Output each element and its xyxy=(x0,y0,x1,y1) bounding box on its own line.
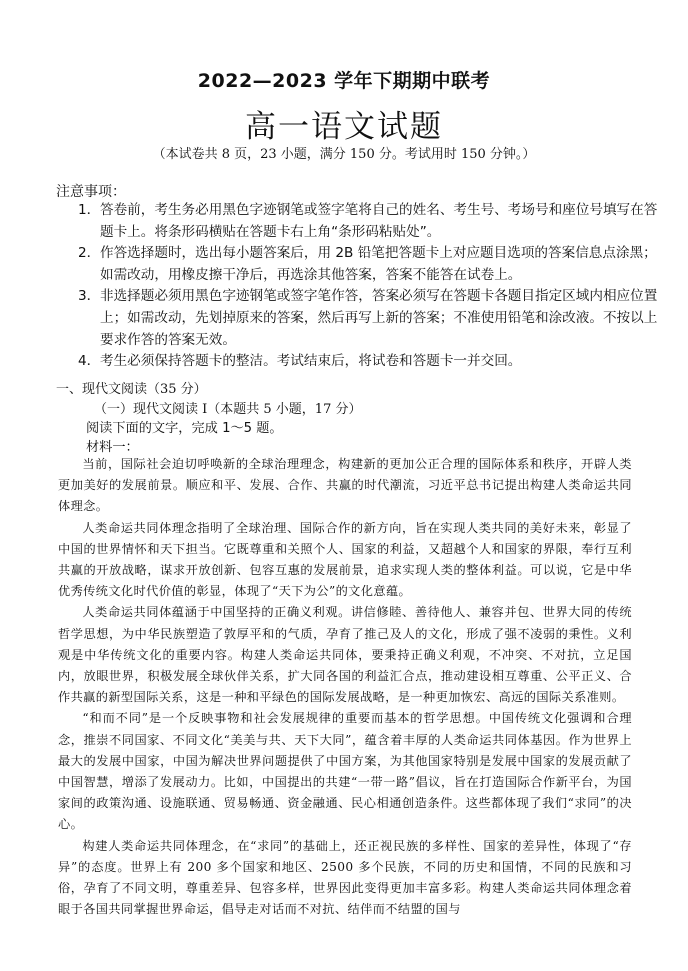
note-number: 4． xyxy=(78,353,101,370)
notes-heading: 注意事项： xyxy=(56,184,126,200)
note-text: 答卷前，考生务必用黑色字迹钢笔或签字笔将自己的姓名、考生号、考场号和座位号填写在答题卡上。将条形码横贴在答题卡右上角“条形码粘贴处”。 xyxy=(100,202,658,240)
section-heading: 一、现代文阅读（35 分） xyxy=(56,382,207,397)
passage-paragraph: “和而不同”是一个反映事物和社会发展规律的重要而基本的哲学思想。中国传统文化强调和合理念，推崇不同国家、不同文化“美美与共、天下大同”，蕴含着丰厚的人类命运共同体基因。作为世界上最大的发展中国家，中国为解决世界问题提供了中国方案，为其他国家特别是发展中国家的发展贡献了中国智慧，增添了发展动力。比如，中国提出的共建“一带一路”倡议，旨在打造国际合作新平台，为国家间的政策沟通、设施联通、贸易畅通、资金融通、民心相通创造条件。这些都体现了我们“求同”的决心。 xyxy=(58,711,632,832)
subsection-heading: （一）现代文阅读 I（本题共 5 小题，17 分） xyxy=(94,402,362,417)
note-number: 3． xyxy=(78,288,101,305)
note-number: 1． xyxy=(78,202,101,218)
passage-paragraph: 当前，国际社会迫切呼唤新的全球治理理念，构建新的更加公正合理的国际体系和秩序，开辟人类更加美好的发展前景。顺应和平、发展、合作、共赢的时代潮流，习近平总书记提出构建人类命运共同体理念。 xyxy=(58,457,632,514)
note-text: 考生必须保持答题卡的整洁。考试结束后，将试卷和答题卡一并交回。 xyxy=(100,353,522,370)
notes-list xyxy=(78,200,658,373)
reading-passage xyxy=(58,454,632,920)
subject-title: 高一语文试题 xyxy=(245,109,443,145)
note-number: 2． xyxy=(78,245,101,262)
note-item xyxy=(78,200,658,243)
exam-info: （本试卷共 8 页，23 小题，满分 150 分。考试用时 150 分钟。） xyxy=(152,147,536,162)
note-item xyxy=(78,286,658,351)
note-item xyxy=(78,243,658,286)
exam-title: 2022—2023 学年下期期中联考 xyxy=(197,70,491,92)
material-label: 材料一： xyxy=(86,440,139,455)
note-item xyxy=(78,351,658,373)
reading-instruction: 阅读下面的文字，完成 1～5 题。 xyxy=(86,421,283,436)
note-text: 作答选择题时，选出每小题答案后，用 2B 铅笔把答题卡上对应题目选项的答案信息点涂黑；如需改动，用橡皮擦干净后，再选涂其他答案，答案不能答在试卷上。 xyxy=(100,245,657,283)
note-text: 非选择题必须用黑色字迹钢笔或签字笔作答，答案必须写在答题卡各题目指定区域内相应位置上；如需改动，先划掉原来的答案，然后再写上新的答案；不准使用铅笔和涂改液。不按以上要求作答的答案无效。 xyxy=(100,288,658,348)
passage-paragraph: 人类命运共同体理念指明了全球治理、国际合作的新方向，旨在实现人类共同的美好未来，彰显了中国的世界情怀和天下担当。它既尊重和关照个人、国家的利益，又超越个人和国家的界限，奉行互利共赢的开放战略，谋求开放创新、包容互惠的发展前景，追求实现人类的整体利益。可以说，它是中华优秀传统文化时代价值的彰显，体现了“天下为公”的文化意蕴。 xyxy=(58,520,632,599)
passage-paragraph: 构建人类命运共同体理念，在“求同”的基础上，还正视民族的多样性、国家的差异性，体现了“存异”的态度。世界上有 200 多个国家和地区、2500 多个民族，不同的历史和国情，不同的民族和习俗，孕育了不同文明，尊重差异、包容多样，世界因此变得更加丰富多彩。构建人类命运共同体理念着眼于各国共同掌握世界命运，倡导走对话而不对抗、结伴而不结盟的国与 xyxy=(58,838,632,917)
passage-paragraph: 人类命运共同体蕴涵于中国坚持的正确义利观。讲信修睦、善待他人、兼容并包、世界大同的传统哲学思想，为中华民族塑造了敦厚平和的气质，孕育了推己及人的文化，形成了强不凌弱的秉性。义利观是中华传统文化的重要内容。构建人类命运共同体，要秉持正确义利观，不冲突、不对抗，立足国内，放眼世界，积极发展全球伙伴关系，扩大同各国的利益汇合点，推动建设相互尊重、公平正义、合作共赢的新型国际关系，这是一种和平绿色的国际发展战略，是一种更加恢宏、高远的国际关系准则。 xyxy=(58,605,632,705)
